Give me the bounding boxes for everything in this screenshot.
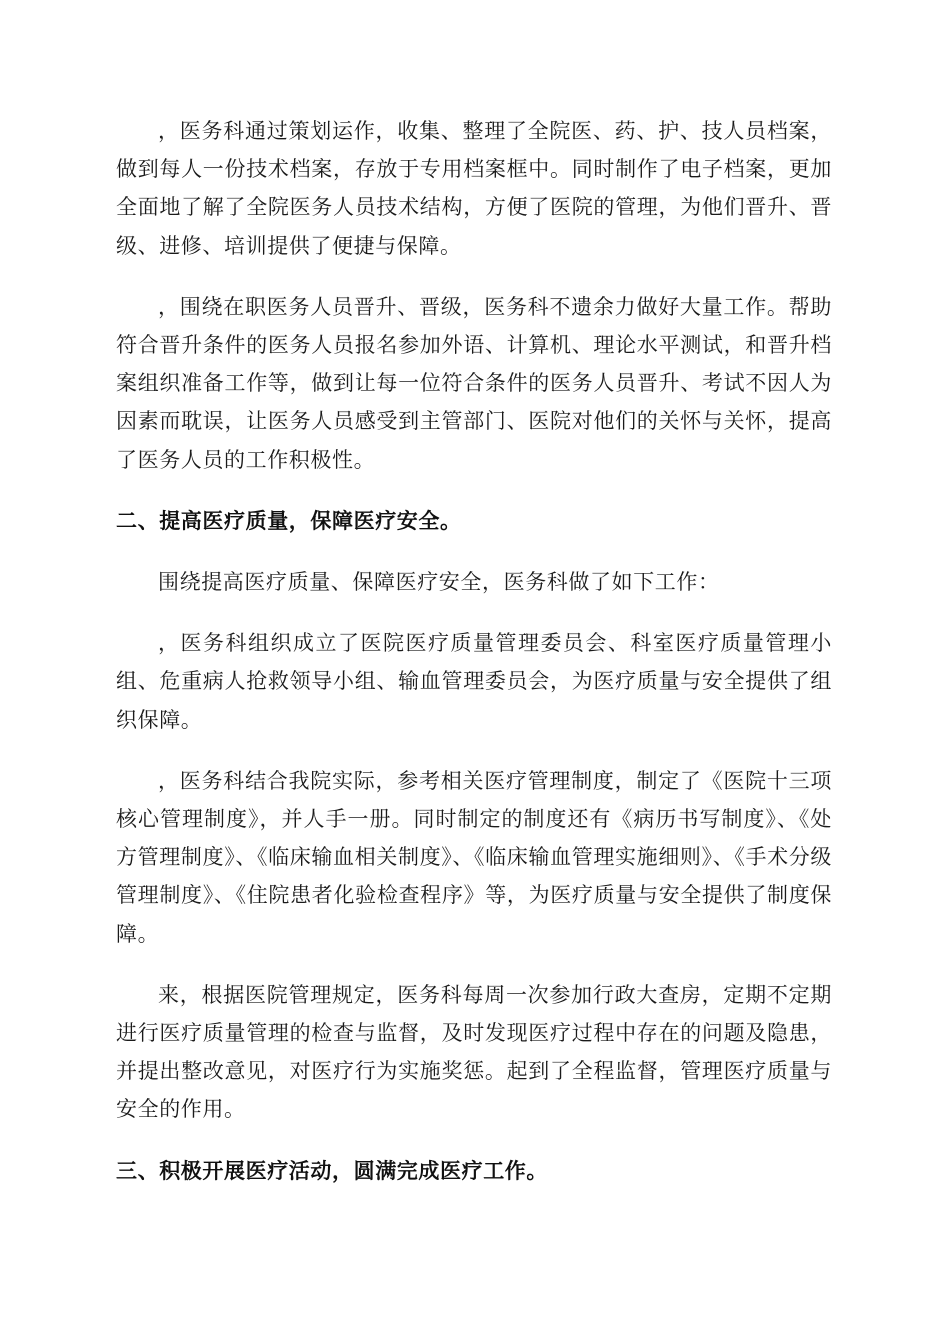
section-heading-3: 三、积极开展医疗活动，圆满完成医疗工作。 [116,1158,548,1183]
paragraph-inspection: 来，根据医院管理规定，医务科每周一次参加行政大查房，定期不定期进行医疗质量管理的检查与监督，及时发现医疗过程中存在的问题及隐患，并提出整改意见，对医疗行为实施奖惩。起到了全程监督，管理医疗质量与安全的作用。 [116,982,832,1122]
paragraph-regulations: ，医务科结合我院实际，参考相关医疗管理制度，制定了《医院十三项核心管理制度》，并人手一册。同时制定的制度还有《病历书写制度》、《处方管理制度》、《临床输血相关制度》、《临床输血管理实施细则》、《手术分级管理制度》、《住院患者化验检查程序》等，为医疗质量与安全提供了制度保障。 [116,768,832,946]
paragraph-promotion: ，围绕在职医务人员晋升、晋级，医务科不遗余力做好大量工作。帮助符合晋升条件的医务人员报名参加外语、计算机、理论水平测试，和晋升档案组织准备工作等，做到让每一位符合条件的医务人员晋升、考试不因人为因素而耽误，让医务人员感受到主管部门、医院对他们的关怀与关怀，提高了医务人员的工作积极性。 [116,294,832,472]
paragraph-archives: ，医务科通过策划运作，收集、整理了全院医、药、护、技人员档案，做到每人一份技术档案，存放于专用档案框中。同时制作了电子档案，更加全面地了解了全院医务人员技术结构，方便了医院的管理，为他们晋升、晋级、进修、培训提供了便捷与保障。 [116,119,832,258]
section-heading-2: 二、提高医疗质量，保障医疗安全。 [116,508,462,533]
paragraph-intro: 围绕提高医疗质量、保障医疗安全，医务科做了如下工作： [158,570,720,595]
paragraph-committees: ，医务科组织成立了医院医疗质量管理委员会、科室医疗质量管理小组、危重病人抢救领导小组、输血管理委员会，为医疗质量与安全提供了组织保障。 [116,631,832,732]
document-body [116,112,832,1213]
